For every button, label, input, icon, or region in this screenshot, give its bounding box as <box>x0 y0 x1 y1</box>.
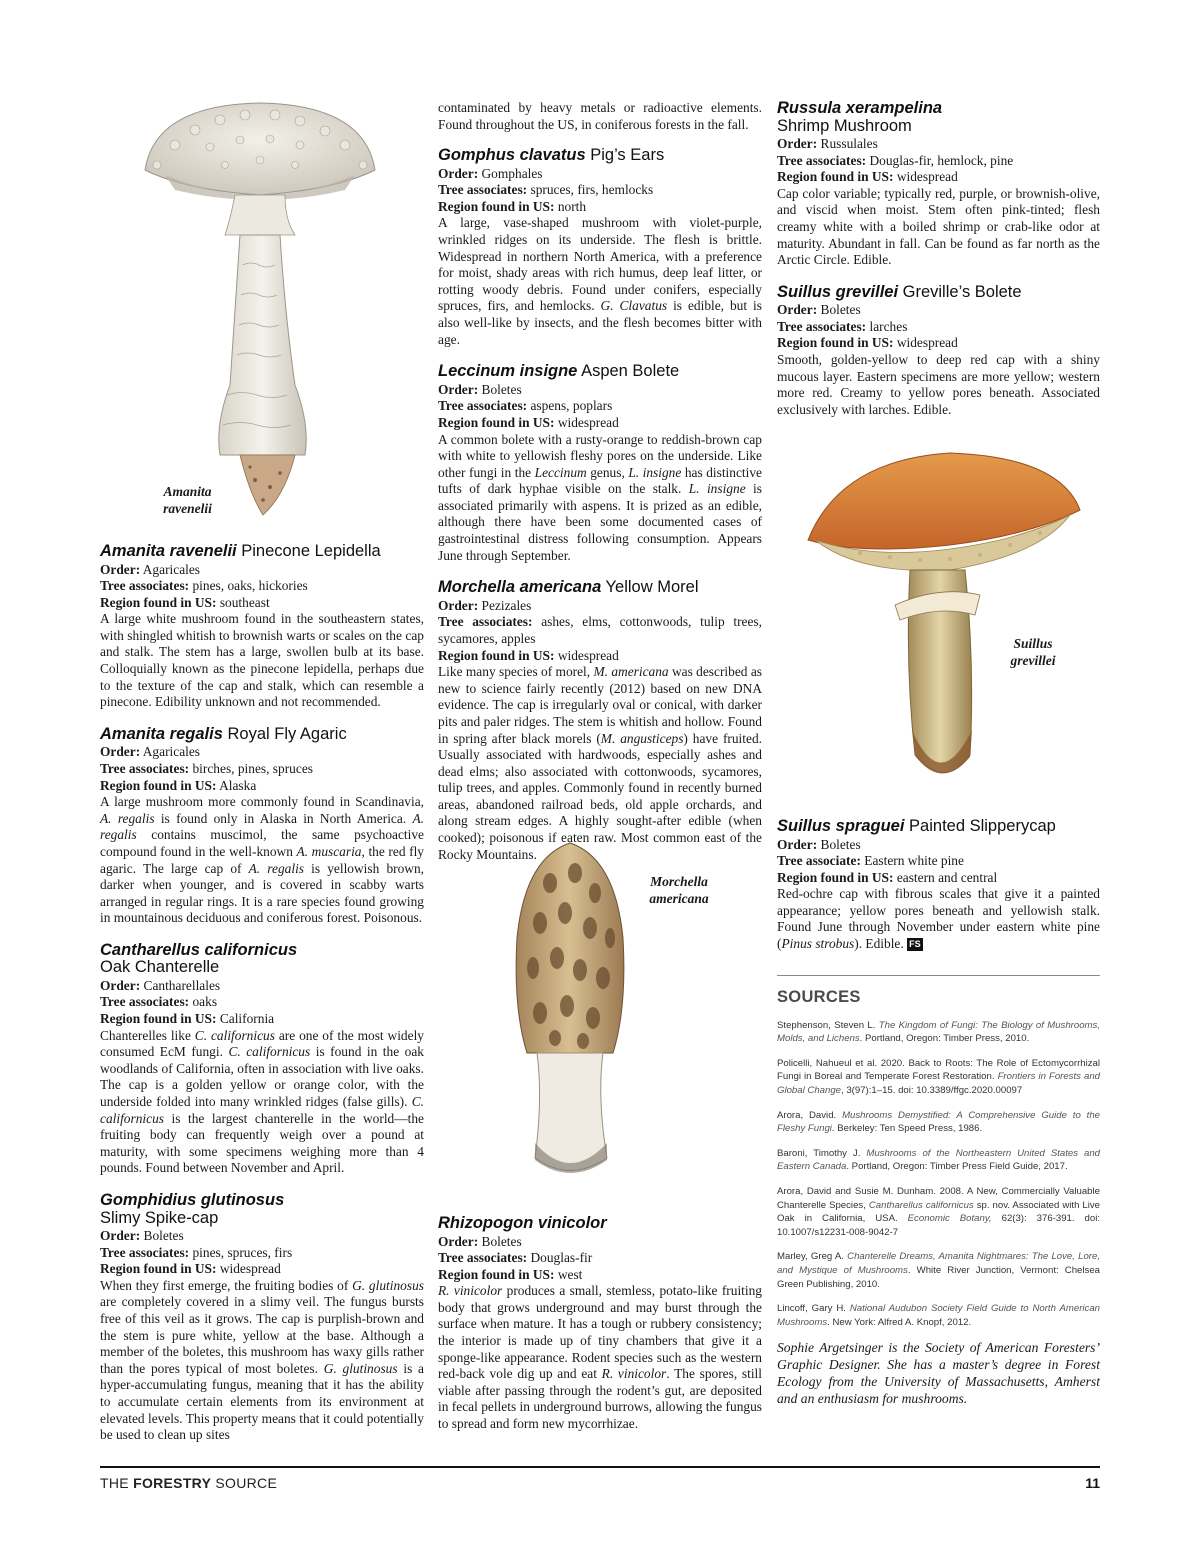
footer-rule <box>100 1466 1100 1468</box>
source-item: Stephenson, Steven L. The Kingdom of Fungi: The Biology of Mushrooms, Molds, and Lichens. Portland, Oregon: Timber Press, 2010. <box>777 1019 1101 1045</box>
source-item: Arora, David and Susie M. Dunham. 2008. A New, Commercially Valuable Chanterelle Species, Cantharellus californicus sp. nov. Associated with Live Oak in California, USA. Economic Botany, 62(3): 376-391. doi: 10.1007/s12231-008-9042-7 <box>777 1186 1101 1238</box>
sources-list <box>777 1019 1100 1330</box>
entry-leccinum-insigne: Leccinum insigne Aspen Bolete Order: Boletes Tree associates: aspens, poplars Region found in US: widespread A common bolete with a rusty-orange to reddish-brown cap with white to yellowish fleshy pores on the underside. Like other fungi in the Leccinum genus, L. insigne has distinctive tufts of dark hyphae visible on the stalk. L. insigne is associated primarily with aspens. It is prized as an edible, although there have been some documented cases of gastrointestinal distress following consumption. Appears June through September. <box>438 362 762 563</box>
continued-text: contaminated by heavy metals or radioactive elements. Found throughout the US, in coniferous forests in the fall. <box>438 100 762 132</box>
column-3 <box>777 100 1100 433</box>
entry-morchella-americana: Morchella americana Yellow Morel Order: Pezizales Tree associates: ashes, elms, cottonwoods, tulip trees, sycamores, apples Region found in US: widespread Like many species of morel, M. americana was described as new to science fairly recently (2012) based on new DNA evidence. The cap is irregularly oval or conical, with darker pits and paler ridges. The stem is whitish and hollow. Found in spring after black morels (M. angusticeps) have fruited. Usually associated with hardwoods, especially ashes and dead elms; also associated with cottonwoods, sycamores, tulip trees, and apples. Commonly found in recently burned areas, abandoned railroad beds, old apple orchards, and along stream edges. A highly sought-after edible (when cooked); poisonous if eaten raw. Most common east of the Rocky Mountains. <box>438 578 762 862</box>
morchella-americana-illustration <box>495 838 645 1188</box>
entry-title: Gomphidius glutinosus Slimy Spike-cap <box>100 1191 285 1227</box>
column-1 <box>100 543 424 1459</box>
amanita-caption: Amanita ravenelii <box>163 484 212 516</box>
suillus-caption: Suillus grevillei <box>1010 636 1056 668</box>
suillus-grevillei-illustration <box>800 445 1090 795</box>
entry-description: A large, vase-shaped mushroom with violet-purple, wrinkled ridges on its underside. The flesh is brittle. Widespread in northern North America, with a preference for moist, shady areas with rich humus, deep leaf litter, or rotting woody debris. Found under conifers, especially spruces, firs, and hemlocks. G. Clavatus is edible, but is also well-like by insects, and the flesh becomes bitter with age. <box>438 215 762 347</box>
entry-description: A large mushroom more commonly found in Scandinavia, A. regalis is found only in Alaska in North America. A. regalis contains muscimol, the same psychoactive compound found in the well-known A. muscaria, the red fly agaric. The large cap of A. regalis is yellowish brown, darker when younger, and is covered in scabby warts arranged in regular rings. It is a rare species found growing in mountainous deciduous and coniferous forest. Poisonous. <box>100 794 425 926</box>
entry-suillus-spraguei: Suillus spraguei Painted Slipperycap Order: Boletes Tree associate: Eastern white pine Region found in US: eastern and central Red-ochre cap with fibrous scales that give it a painted appearance; yellow pores beneath and yellowish stalk. Found June through November under eastern white pine (Pinus strobus). Edible. FS <box>777 817 1100 952</box>
entry-title: Russula xerampelina Shrimp Mushroom <box>777 99 943 135</box>
entry-title: Cantharellus californicus Oak Chanterelle <box>100 940 298 977</box>
column-2-lower <box>438 1215 762 1448</box>
column-3-lower <box>777 818 1100 1408</box>
entry-suillus-grevillei: Suillus grevillei Greville’s Bolete Order: Boletes Tree associates: larches Region found in US: widespread Smooth, golden-yellow to deep red cap with a shiny mucous layer. Eastern specimens are more yellow; western more red. Creamy to yellow pores beneath. Associated exclusively with larches. Edible. <box>777 282 1100 417</box>
entry-title: Gomphus clavatus Pig’s Ears <box>438 146 665 165</box>
entry-cantharellus-californicus: Cantharellus californicus Oak Chanterelle Order: Cantharellales Tree associates: oaks Region found in US: California Chanterelles like C. californicus are one of the most widely consumed EcM fungi. C. californicus is found in the oak woodlands of California, often in association with live oaks. The cap is a golden yellow or orange color, with the underside folded into many wrinkled ridges (false gills). C. californicus is the largest chanterelle in the world—the fruiting body can frequently weigh over a pound at maturity, with some specimens weighing more than 4 pounds. Found between November and April. <box>100 940 425 1176</box>
entry-description: Smooth, golden-yellow to deep red cap with a shiny mucous layer. Eastern specimens are more yellow; western more red. Creamy to yellow pores beneath. Associated exclusively with larches. Edible. <box>777 352 1100 417</box>
entry-description: Chanterelles like C. californicus are one of the most widely consumed EcM fungi. C. californicus is found in the oak woodlands of California, often in association with live oaks. The cap is a golden yellow or orange color, with the underside folded into many wrinkled ridges (false gills). C. californicus is the largest chanterelle in the world—the fruiting body can frequently weigh over a pound at maturity, with some specimens weighing more than 4 pounds. Found between November and April. <box>100 1027 425 1176</box>
source-item: Baroni, Timothy J. Mushrooms of the Northeastern United States and Eastern Canada. Portland, Oregon: Timber Press Field Guide, 2017. <box>777 1147 1101 1173</box>
source-item: Arora, David. Mushrooms Demystified: A Comprehensive Guide to the Fleshy Fungi. Berkeley: Ten Speed Press, 1986. <box>777 1109 1100 1135</box>
entry-title: Amanita ravenelii Pinecone Lepidella <box>100 542 381 560</box>
entry-description: Cap color variable; typically red, purple, or brownish-olive, and viscid when moist. Stem often pink-tinted; flesh creamy white with a boiled shrimp or crab-like odor at maturity. Abundant in fall. Can be found as far north as the Arctic Circle. Edible. <box>777 185 1100 268</box>
entry-rhizopogon-vinicolor: Rhizopogon vinicolor Order: Boletes Tree associates: Douglas-fir Region found in US: west R. vinicolor produces a small, stemless, potato-like fruiting body that grows underground and may burst through the surface when mature. It has a tough or rubbery consistency; the interior is made up of tiny chambers that give it a sponge-like appearance. Rodent species such as the western red-back vole dig up and eat R. vinicolor. The spores, still viable after passing through the rodent’s gut, are deposited in fecal pellets in underground burrows, allowing the fungus to spread and form new mycorrhizae. <box>438 1214 762 1432</box>
sources-divider <box>777 975 1100 976</box>
publication-name: THE FORESTRY SOURCE <box>100 1475 278 1491</box>
entry-description: A common bolete with a rusty-orange to reddish-brown cap with white to yellowish fleshy pores on the underside. Like other fungi in the Leccinum genus, L. insigne has distinctive tufts of dark hyphae visible on the stalk. L. insigne is associated primarily with aspens. It is prized as an edible, although there have been some documented cases of gastrointestinal distress following consumption. Appears June through September. <box>438 431 762 563</box>
author-bio: Sophie Argetsinger is the Society of American Foresters’ Graphic Designer. She has a master’s degree in Forest Ecology from the University of Massachusetts, Amherst and an enthusiasm for mushrooms. <box>777 1340 1100 1406</box>
page-number: 11 <box>1085 1475 1100 1491</box>
amanita-ravenelii-illustration <box>135 95 385 525</box>
entry-title: Morchella americana Yellow Morel <box>438 578 699 597</box>
entry-description: Like many species of morel, M. americana was described as new to science fairly recently (2012) based on new DNA evidence. The cap is irregularly oval or conical, with darker pits and paler ridges. The stem is whitish and hollow. Found in spring after black morels (M. angusticeps) have fruited. Usually associated with hardwoods, especially ashes and dead elms; also associated with cottonwoods, sycamores, tulip trees, and apples. Commonly found in recently burned areas, abandoned railroad beds, old apple orchards, and along stream edges. A highly sought-after edible (when cooked); poisonous if eaten raw. Most common east of the Rocky Mountains. <box>438 664 762 862</box>
entry-title: Amanita regalis Royal Fly Agaric <box>100 724 347 743</box>
entry-description: R. vinicolor produces a small, stemless, potato-like fruiting body that grows underground and may burst through the surface when mature. It has a tough or rubbery consistency; the interior is made up of tiny chambers that give it a sponge-like appearance. Rodent species such as the western red-back vole dig up and eat R. vinicolor. The spores, still viable after passing through the rodent’s gut, are deposited in fecal pellets in underground burrows, allowing the fungus to spread and form new mycorrhizae. <box>438 1283 762 1432</box>
entry-title: Suillus spraguei Painted Slipperycap <box>777 817 1056 835</box>
sources-heading: SOURCES <box>777 987 861 1006</box>
entry-description: A large white mushroom found in the southeastern states, with shingled whitish to brownish warts or scales on the cap and stalk. The stem has a large, swollen bulb at its base. Colloquially known as the pinecone lepidella, perhaps due to the texture of the cap and stalk, which can resemble a pinecone. Edibility unknown and not recommended. <box>100 611 424 710</box>
morchella-caption: Morchella americana <box>649 874 709 906</box>
entry-amanita-regalis: Amanita regalis Royal Fly Agaric Order: Agaricales Tree associates: birches, pines, spruces Region found in US: Alaska A large mushroom more commonly found in Scandinavia, A. regalis is found only in Alaska in North America. A. regalis contains muscimol, the same psychoactive compound found in the well-known A. muscaria, the red fly agaric. The large cap of A. regalis is yellowish brown, darker when younger, and is covered in scabby warts arranged in regular rings. It is a rare species found growing in mountainous deciduous and coniferous forest. Poisonous. <box>100 724 425 926</box>
source-item: Policelli, Nahueul et al. 2020. Back to Roots: The Role of Ectomycorrhizal Fungi in Boreal and Temperate Forest Restoration. Frontiers in Forests and Global Change, 3(97):1–15. doi: 10.3389/ffgc.2020.00097 <box>777 1057 1100 1097</box>
entry-russula-xerampelina: Russula xerampelina Shrimp Mushroom Order: Russulales Tree associates: Douglas-fir, hemlock, pine Region found in US: widespread Cap color variable; typically red, purple, or brownish-olive, and viscid when moist. Stem often pink-tinted; flesh creamy white with a boiled shrimp or crab-like odor at maturity. Abundant in fall. Can be found as far north as the Arctic Circle. Edible. <box>777 99 1100 268</box>
entry-title: Rhizopogon vinicolor <box>438 1214 607 1232</box>
source-item: Marley, Greg A. Chanterelle Dreams, Amanita Nightmares: The Love, Lore, and Mystique of Mushrooms. White River Junction, Vermont: Chelsea Green Publishing, 2010. <box>777 1251 1100 1290</box>
entry-title: Leccinum insigne Aspen Bolete <box>438 362 680 381</box>
entry-description: When they first emerge, the fruiting bodies of G. glutinosus are completely covered in a slimy veil. The fungus bursts free of this veil as it grows. The cap is purplish-brown and the stem is pure white, yellow at the base. Although a member of the boletes, this mushroom has waxy gills rather than the pores typical of most boletes. G. glutinosus is a hyper-accumulating fungus, meaning that it has the ability to accumulate certain elements from its environment at elevated levels. This property means that it could potentially be used to clean up sites <box>100 1277 424 1443</box>
column-2 <box>438 100 762 878</box>
entry-description: Red-ochre cap with fibrous scales that give it a painted appearance; yellow pores beneath and yellowish stalk. Found June through November under eastern white pine (Pinus strobus). Edible. FS <box>777 886 1100 952</box>
entry-title: Suillus grevillei Greville’s Bolete <box>777 282 1022 301</box>
entry-gomphidius-glutinosus: Gomphidius glutinosus Slimy Spike-cap Order: Boletes Tree associates: pines, spruces, firs Region found in US: widespread When they first emerge, the fruiting bodies of G. glutinosus are completely covered in a slimy veil. The fungus bursts free of this veil as it grows. The cap is purplish-brown and the stem is pure white, yellow at the base. Although a member of the boletes, this mushroom has waxy gills rather than the pores typical of most boletes. G. glutinosus is a hyper-accumulating fungus, meaning that it has the ability to accumulate certain elements from its environment at elevated levels. This property means that it could potentially be used to clean up sites <box>100 1191 424 1443</box>
source-item: Lincoff, Gary H. National Audubon Society Field Guide to North American Mushrooms. New York: Alfred A. Knopf, 2012. <box>777 1303 1100 1328</box>
entry-amanita-ravenelii: Amanita ravenelii Pinecone Lepidella Order: Agaricales Tree associates: pines, oaks, hickories Region found in US: southeast A large white mushroom found in the southeastern states, with shingled whitish to brownish warts or scales on the cap and stalk. The stem has a large, swollen bulb at its base. Colloquially known as the pinecone lepidella, perhaps due to the texture of the cap and stalk, which can resemble a pinecone. Edibility unknown and not recommended. <box>100 542 424 710</box>
entry-gomphus-clavatus: Gomphus clavatus Pig’s Ears Order: Gomphales Tree associates: spruces, firs, hemlocks Region found in US: north A large, vase-shaped mushroom with violet-purple, wrinkled ridges on its underside. The flesh is brittle. Widespread in northern North America, with a preference for moist, shady areas with rich humus, deep leaf litter, or rotting woody debris. Found under conifers, especially spruces, firs, and hemlocks. G. Clavatus is edible, but is also well-like by insects, and the flesh becomes bitter with age. <box>438 146 762 347</box>
end-mark-logo: FS <box>909 939 921 950</box>
